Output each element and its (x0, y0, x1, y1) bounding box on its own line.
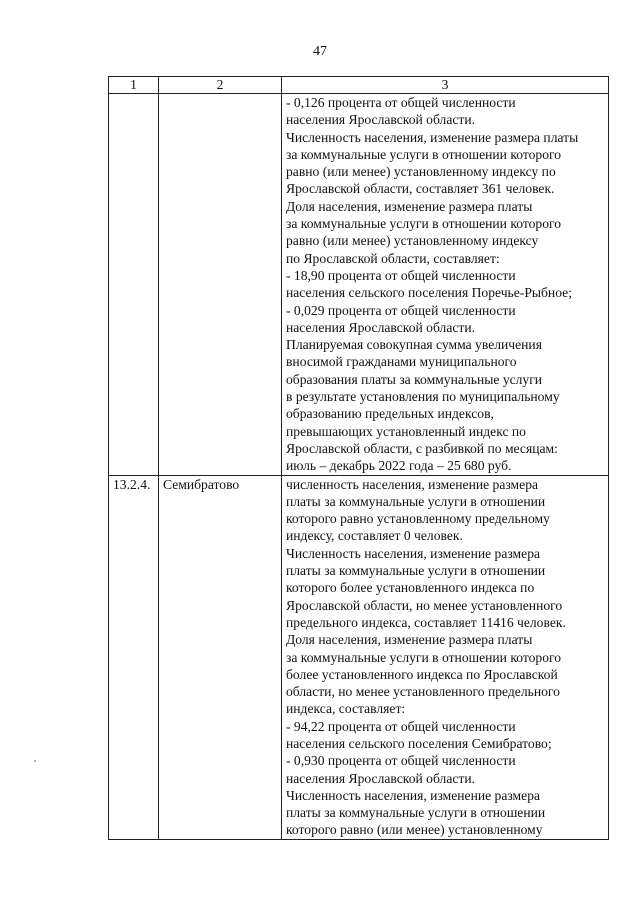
description-line: за коммунальные услуги в отношении которого (286, 216, 562, 232)
description-line: населения сельского поселения Поречье-Рыбное; (286, 285, 572, 301)
description-line: платы за коммунальные услуги в отношении (286, 805, 546, 821)
description-line: за коммунальные услуги в отношении которого (286, 649, 562, 665)
page-number: 47 (313, 44, 327, 59)
description-line: Доля населения, изменение размера платы (286, 632, 533, 648)
description-line: более установленного индекса по Ярославской (286, 666, 558, 682)
description-cell (282, 94, 609, 476)
row-number-cell (109, 94, 159, 476)
scan-speck (34, 760, 36, 762)
data-table (108, 76, 609, 840)
description-line: Доля населения, изменение размера платы (286, 198, 533, 214)
header-cell-2: 2 (159, 77, 282, 94)
row-number-cell: 13.2.4. (109, 475, 159, 839)
description-line: - 18,90 процента от общей численности (286, 267, 516, 283)
description-line: Численность населения, изменение размера платы (286, 129, 579, 145)
description-line: - 0,029 процента от общей численности (286, 302, 516, 318)
header-cell-1: 1 (109, 77, 159, 94)
header-cell-3: 3 (282, 77, 609, 94)
description-line: образованию предельных индексов, (286, 406, 494, 422)
description-line: которого равно установленному предельному (286, 511, 550, 527)
description-line: вносимой гражданами муниципального (286, 354, 517, 370)
description-line: численность населения, изменение размера (286, 476, 539, 492)
description-line: - 94,22 процента от общей численности (286, 718, 516, 734)
description-line: области, но менее установленного предельного (286, 684, 560, 700)
description-line: июль – декабрь 2022 года – 25 680 руб. (286, 458, 512, 474)
description-line: индексу, составляет 0 человек. (286, 528, 463, 544)
description-cell (282, 475, 609, 839)
description-line: которого более установленного индекса по (286, 580, 535, 596)
description-line: в результате установления по муниципальному (286, 389, 560, 405)
description-line: индекса, составляет: (286, 701, 406, 717)
description-line: превышающих установленный индекс по (286, 423, 526, 439)
description-line: равно (или менее) установленному индексу по (286, 164, 556, 180)
description-line: равно (или менее) установленному индексу (286, 233, 539, 249)
description-line: населения Ярославской области. (286, 319, 476, 335)
description-line: населения Ярославской области. (286, 112, 476, 128)
description-line: предельного индекса, составляет 11416 человек. (286, 614, 566, 630)
settlement-name-cell: Семибратово (159, 475, 282, 839)
description-line: - 0,930 процента от общей численности (286, 753, 516, 769)
description-line: Численность населения, изменение размера (286, 787, 541, 803)
table-row (109, 94, 609, 476)
table-header-row (109, 77, 609, 94)
description-line: которого равно (или менее) установленному (286, 822, 543, 838)
settlement-name-cell (159, 94, 282, 476)
table-row (109, 475, 609, 839)
description-line: Ярославской области, но менее установленного (286, 597, 563, 613)
description-line: Планируемая совокупная сумма увеличения (286, 337, 542, 353)
description-line: - 0,126 процента от общей численности (286, 95, 516, 110)
description-line: за коммунальные услуги в отношении которого (286, 146, 562, 162)
description-line: платы за коммунальные услуги в отношении (286, 493, 546, 509)
description-line: Численность населения, изменение размера (286, 545, 541, 561)
description-line: платы за коммунальные услуги в отношении (286, 563, 546, 579)
description-line: населения сельского поселения Семибратово; (286, 735, 552, 751)
description-line: образования платы за коммунальные услуги (286, 371, 543, 387)
description-line: по Ярославской области, составляет: (286, 250, 500, 266)
description-line: Ярославской области, с разбивкой по месяцам: (286, 440, 558, 456)
description-line: населения Ярославской области. (286, 770, 476, 786)
description-line: Ярославской области, составляет 361 человек. (286, 181, 555, 197)
